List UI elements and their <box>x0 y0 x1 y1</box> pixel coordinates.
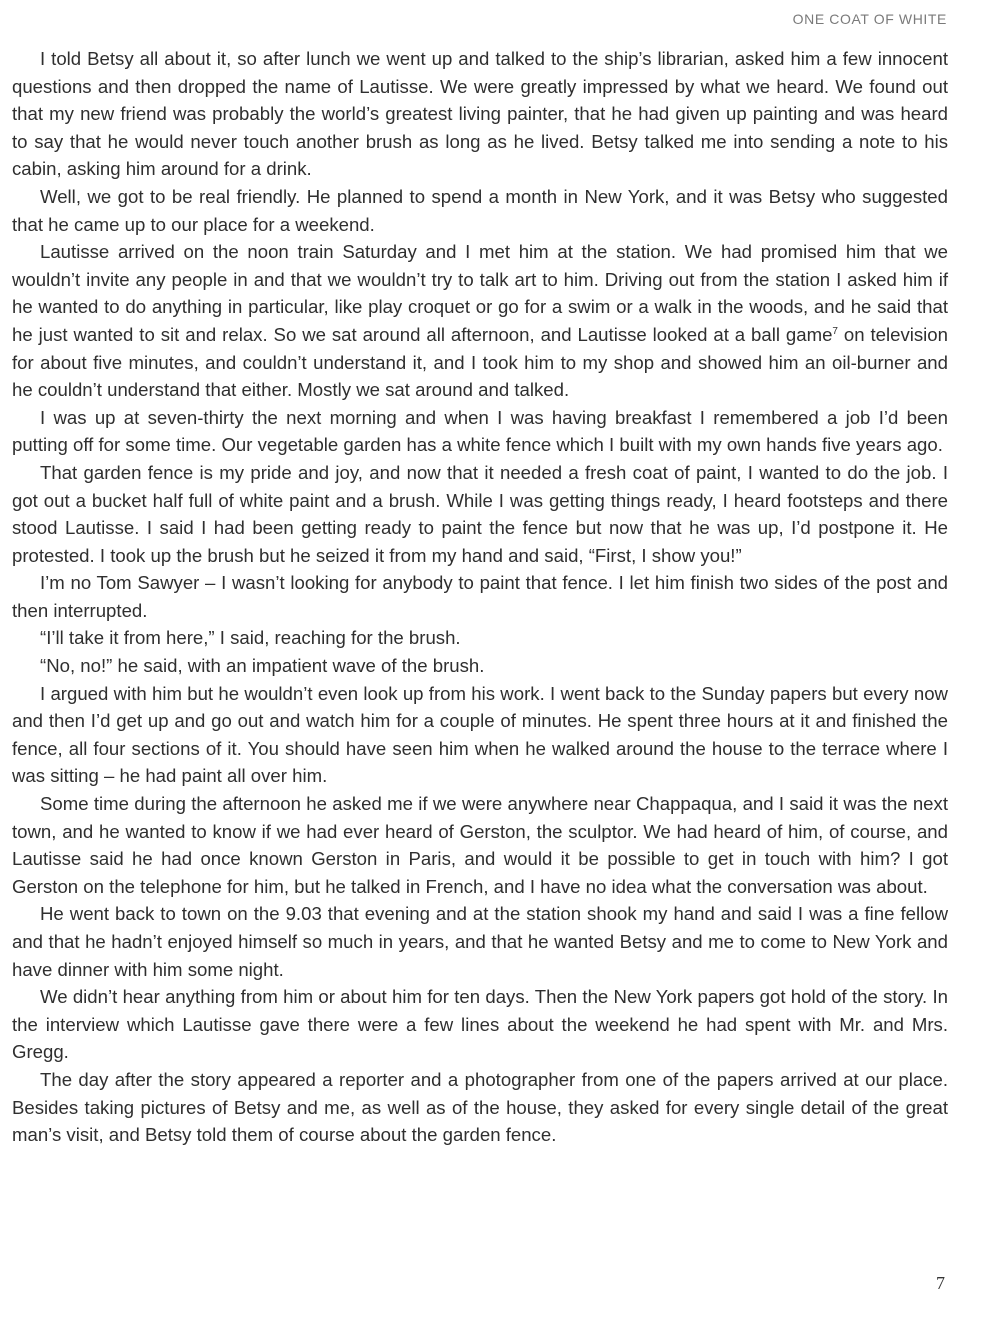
paragraph-6: I’m no Tom Sawyer – I wasn’t looking for anybody to paint that fence. I let him finish two sides of the post and then interrupted. <box>12 572 948 621</box>
paragraph-11: He went back to town on the 9.03 that evening and at the station shook my hand and said I was a fine fellow and that he hadn’t enjoyed himself so much in years, and that he wanted Betsy and me to come to New York and have dinner with him some night. <box>12 903 948 980</box>
paragraph-1: I told Betsy all about it, so after lunch we went up and talked to the ship’s librarian, asked him a few innocent questions and then dropped the name of Lautisse. We were greatly impressed by what we heard. We found out that my new friend was probably the world’s greatest living painter, that he had given up painting and was heard to say that he would never touch another brush as long as he lived. Betsy talked me into sending a note to his cabin, asking him around for a drink. <box>12 48 948 180</box>
paragraph-13: The day after the story appeared a reporter and a photographer from one of the papers arrived at our place. Besides taking pictures of Betsy and me, as well as of the house, they asked for every single detail of the great man’s visit, and Betsy told them of course about the garden fence. <box>12 1068 948 1146</box>
running-head: ONE COAT OF WHITE <box>792 11 947 27</box>
page-number: 7 <box>936 1273 945 1293</box>
paragraph-7: “I’ll take it from here,” I said, reaching for the brush. <box>40 627 461 649</box>
paragraph-10: Some time during the afternoon he asked me if we were anywhere near Chappaqua, and I said it was the next town, and he wanted to know if we had ever heard of Gerston, the sculptor. We had heard of him, of course, and Lautisse said he had once known Gerston in Paris, and would it be possible to get in touch with him? I got Gerston on the telephone for him, but he talked in French, and I have no idea what the conversation was about. <box>12 793 948 897</box>
paragraph-3-part-1: Lautisse arrived on the noon train Saturday and I met him at the station. We had promised him that we wouldn’t invite any people in and that we wouldn’t try to talk art to him. Driving out from the station I asked him if he wanted to do anything in particular, like play croquet or go for a swim or a walk in the woods, and he said that he just wanted to sit and relax. So we sat around all afternoon, and Lautisse looked at a ball game <box>12 241 948 345</box>
footnote-marker: 7 <box>832 325 838 337</box>
paragraph-3-part-2: on television for about five minutes, and couldn’t understand it, and I took him to my shop and showed him an oil-burner and he couldn’t understand that either. Mostly we sat around and talked. <box>12 323 948 401</box>
paragraph-9: I argued with him but he wouldn’t even look up from his work. I went back to the Sunday papers but every now and then I’d get up and go out and watch him for a couple of minutes. He spent three hours at it and finished the fence, all four sections of it. You should have seen him when he walked around the house to the terrace where I was sitting – he had paint all over him. <box>12 682 948 787</box>
paragraph-3 <box>12 238 948 404</box>
paragraph-2: Well, we got to be real friendly. He planned to spend a month in New York, and it was Betsy who suggested that he came up to our place for a weekend. <box>12 185 948 235</box>
body-text <box>12 45 948 1149</box>
paragraph-4: I was up at seven-thirty the next morning and when I was having breakfast I remembered a job I’d been putting off for some time. Our vegetable garden has a white fence which I built with my own hands five years ago. <box>12 406 948 456</box>
paragraph-8: “No, no!” he said, with an impatient wave of the brush. <box>40 655 485 677</box>
paragraph-5: That garden fence is my pride and joy, and now that it needed a fresh coat of paint, I wanted to do the job. I got out a bucket half full of white paint and a brush. While I was getting things ready, I heard footsteps and there stood Lautisse. I said I had been getting ready to paint the fence but now that he was up, I’d postpone it. He protested. I took up the brush but he seized it from my hand and said, “First, I show you!” <box>12 461 948 566</box>
paragraph-12: We didn’t hear anything from him or about him for ten days. Then the New York papers got hold of the story. In the interview which Lautisse gave there were a few lines about the weekend he had spent with Mr. and Mrs. Gregg. <box>12 986 948 1063</box>
